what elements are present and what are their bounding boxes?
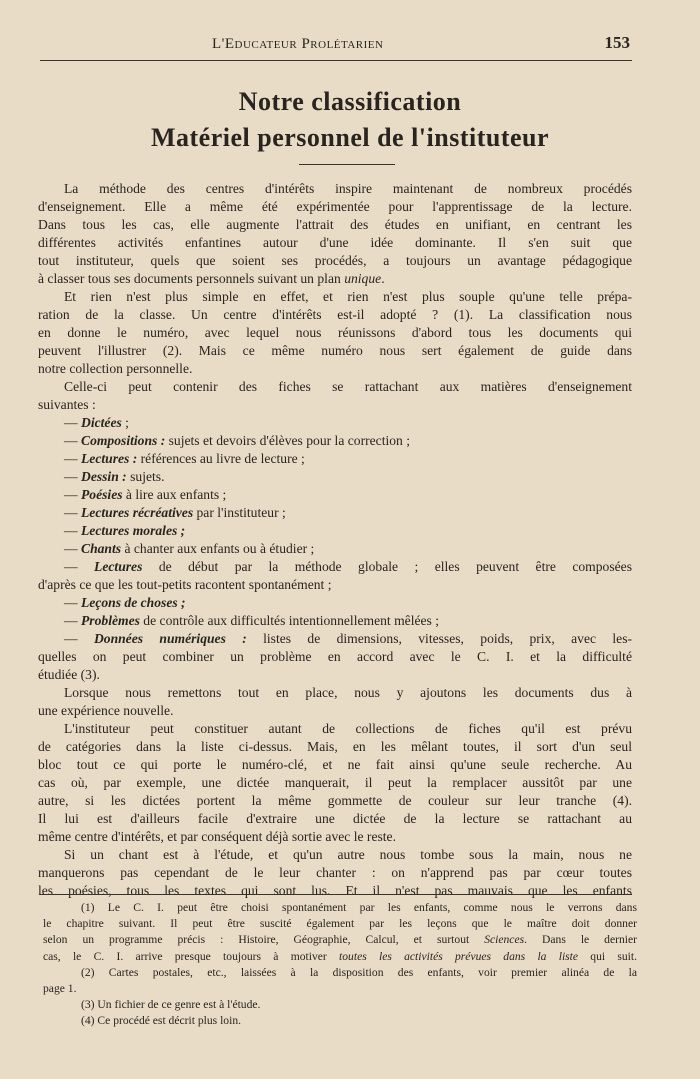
list-item: — Dessin : sujets. [64,469,165,484]
text-line: différentes activités enfantines autour d'une idée dominante. Il s'en suit que [38,235,632,250]
text-line: bloc tout ce qui porte le numéro-clé, et ne fait ainsi qu'une seule recherche. Au [38,757,632,772]
text-line: Celle-ci peut contenir des fiches se rattachant aux matières d'enseignement [64,379,632,394]
text-line: à classer tous ses documents personnels suivant un plan unique. [38,271,385,286]
list-item: — Lectures morales ; [64,523,186,538]
paragraph-collections [38,720,632,846]
list-item: — Dictées ; [64,415,129,430]
footnote-line: selon un programme précis : Histoire, Géographie, Calcul, et surtout Sciences. Dans le dernier [43,933,637,947]
text-line: Dans tous les cas, elle augmente l'attrait des études en unifiant, en centrant les [38,217,632,232]
footnote-line: (3) Un fichier de ce genre est à l'étude. [81,998,261,1012]
text-line: tout instituteur, quels que soient ses procédés, a toujours un avantage pédagogique [38,253,632,268]
paragraph-new-documents [38,684,632,720]
list-item: — Lectures de début par la méthode globale ; elles peuvent être composées [64,559,632,574]
text-line: Lorsque nous remettons tout en place, nous y ajoutons les documents dus à [64,685,632,700]
text-line: Il lui est d'ailleurs facile d'extraire une dictée de la lecture se rattachant au [38,811,632,826]
text-line: peuvent l'illustrer (2). Mais ce même numéro nous sert également de guide dans [38,343,632,358]
text-line: manquerons pas cependant de le leur chanter : on n'apprend pas par cœur toutes [38,865,632,880]
article-title: Notre classification [238,87,462,116]
paragraph-intro [38,180,632,288]
text-line: une expérience nouvelle. [38,703,174,718]
page-number: 153 [604,33,630,52]
footnotes [43,900,637,1030]
paragraph-classification [38,288,632,378]
footnote-divider [40,894,632,895]
text-line: d'enseignement. Elle a même été expérimentée pour l'apprentissage de la lecture. [38,199,632,214]
paragraph-songs [38,846,632,900]
list-item: — Chants à chanter aux enfants ou à étudier ; [64,541,315,556]
emphasis: unique [344,271,382,286]
text-line: L'instituteur peut constituer autant de collections de fiches qu'il est prévu [64,721,632,736]
text-line: autre, si les dictées portent la même gommette de couleur sur leur tranche (4). [38,793,632,808]
paragraph-subjects-intro [38,378,632,414]
list-item-continuation: d'après ce que les tout-petits racontent spontanément ; [38,577,332,592]
text-line: même centre d'intérêts, et par conséquent déjà sortie avec le reste. [38,829,396,844]
text-line: de catégories dans la liste ci-dessus. Mais, en les mêlant toutes, il sort d'un seul [38,739,632,754]
footnote-line: le chapitre suivant. Il peut être suscité également par les leçons que le maître doit donner [43,917,637,931]
list-item: — Lectures récréatives par l'instituteur ; [64,505,286,520]
text-line: les poésies, tous les textes qui sont lus. Et il n'est pas mauvais que les enfants [38,883,632,898]
list-item: — Lectures : références au livre de lecture ; [64,451,305,466]
article-body [38,180,632,900]
text-line: ration de la classe. Un centre d'intérêts est-il adopté ? (1). La classification nous [38,307,632,322]
list-item-continuation: étudiée (3). [38,667,100,682]
footnote-line: page 1. [43,981,77,995]
footnote-line: (2) Cartes postales, etc., laissées à la disposition des enfants, voir premier alinéa de la [81,965,637,979]
article-subtitle: Matériel personnel de l'instituteur [150,123,550,152]
list-item: — Compositions : sujets et devoirs d'élèves pour la correction ; [64,433,411,448]
footnote-line: (4) Ce procédé est décrit plus loin. [81,1014,242,1028]
text-line: Si un chant est à l'étude, et qu'un autre nous tombe sous la main, nous ne [64,847,632,862]
text-line: en donne le numéro, avec lequel nous réunissons d'abord tous les documents qui [38,325,632,340]
emphasis: toutes les activités prévues dans la liste [339,949,579,963]
list-item: — Poésies à lire aux enfants ; [64,487,227,502]
list-item: — Leçons de choses ; [64,595,186,610]
list-item-continuation: quelles on peut combiner un problème en accord avec le C. I. et la difficulté [38,649,632,664]
footnote-line: (1) Le C. I. peut être choisi spontanément par les enfants, comme nous le verrons dans [81,901,637,914]
text-line: suivantes : [38,397,96,412]
emphasis: Sciences [484,933,525,947]
text-line: notre collection personnelle. [38,361,193,376]
list-item: — Données numériques : listes de dimensions, vitesses, poids, prix, avec les- [64,631,632,646]
journal-title: L'Educateur Prolétarien [212,36,384,52]
subject-list [38,414,632,684]
text-line: La méthode des centres d'intérêts inspire maintenant de nombreux procédés [64,181,632,196]
text-line: cas où, par exemple, une dictée manquerait, il peut la remplacer aussitôt par une [38,775,632,790]
footnote-line: cas, le C. I. arrive presque toujours à motiver toutes les activités prévues dans la liste qui suit. [43,949,637,963]
title-divider [299,164,395,165]
running-header [40,32,632,61]
list-item: — Problèmes de contrôle aux difficultés intentionnellement mêlées ; [64,613,440,628]
text-line: Et rien n'est plus simple en effet, et rien n'est plus souple qu'une telle prépa- [64,289,632,304]
